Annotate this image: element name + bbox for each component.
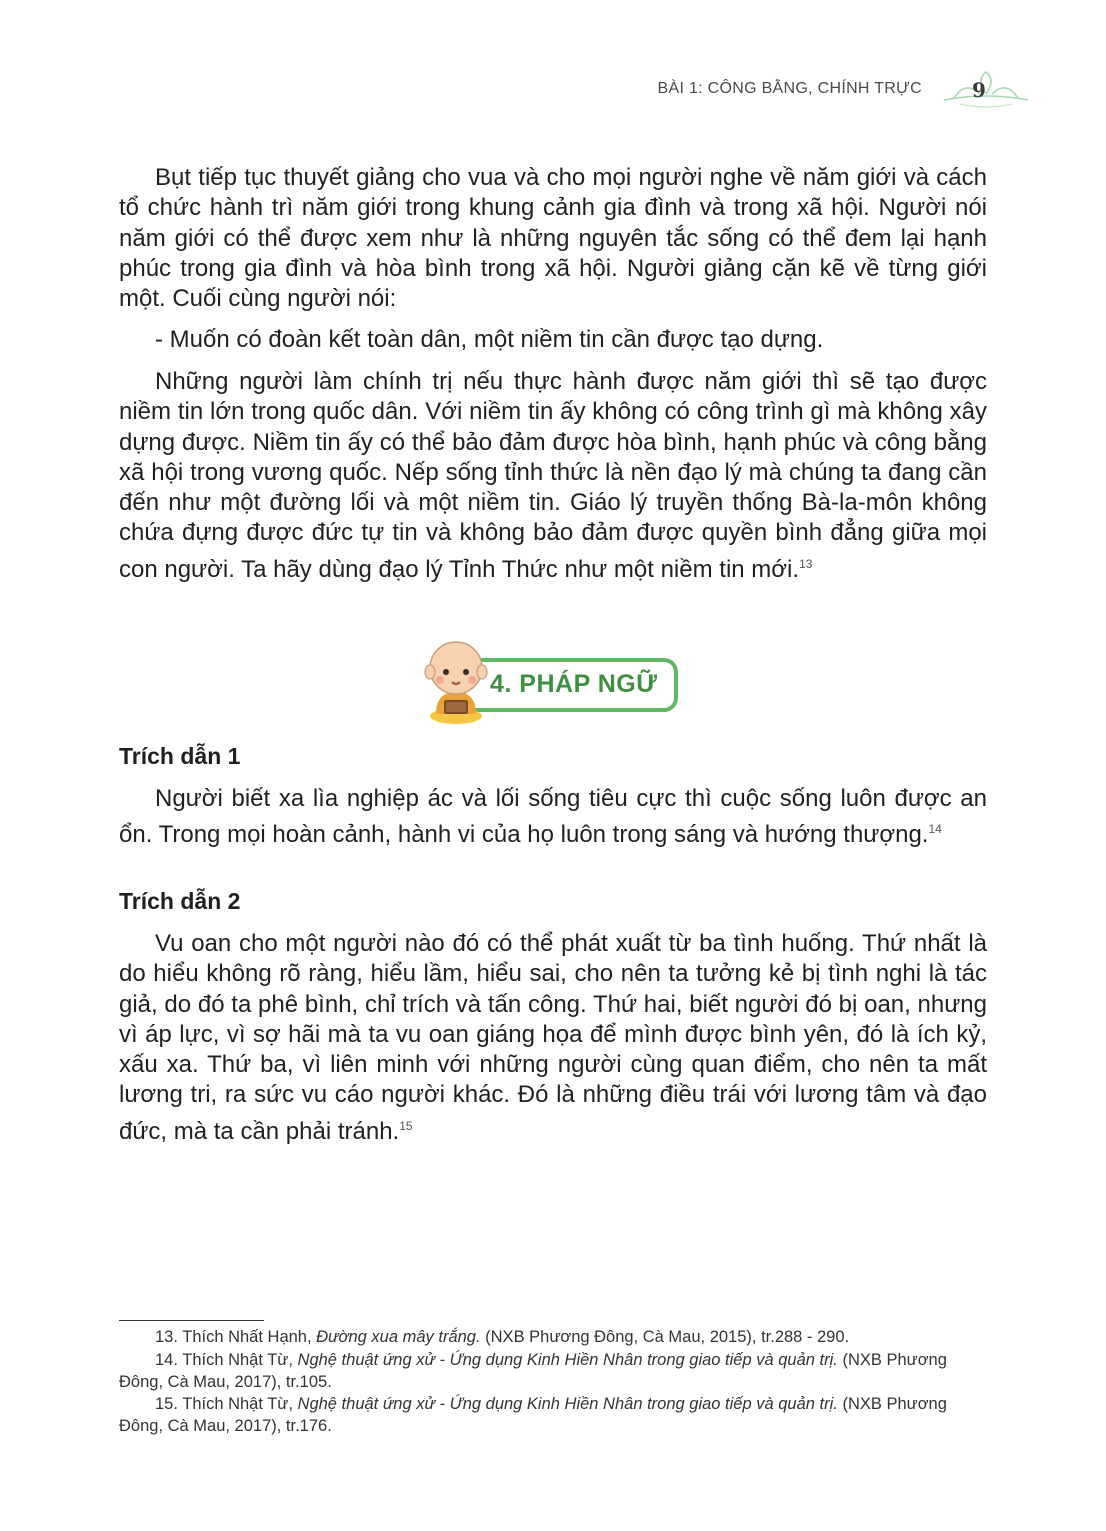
- footnote-ref-13: 13: [799, 556, 813, 571]
- footnote-source: (NXB Phương Đông, Cà Mau, 2017), tr.105.: [119, 1351, 947, 1391]
- paragraph-1: Bụt tiếp tục thuyết giảng cho vua và cho mọi người nghe về năm giới và cách tổ chức hành trì năm giới trong khung cảnh gia đình và trong xã hội. Người nói năm giới có thể được xem như là những nguyên tắc sống có thể đem lại hạnh phúc trong gia đình và hòa bình trong xã hội. Người giảng cặn kẽ về từng giới một. Cuối cùng người nói:: [119, 164, 987, 313]
- quote-2-heading: Trích dẫn 2: [119, 888, 241, 914]
- monk-reading-icon: [422, 636, 494, 724]
- footnote-source: (NXB Phương Đông, Cà Mau, 2017), tr.176.: [119, 1395, 947, 1435]
- footnote-15: [119, 1393, 987, 1437]
- footnote-author: Thích Nhật Từ,: [182, 1351, 298, 1369]
- footnote-number: 15.: [155, 1395, 178, 1413]
- lesson-title: BÀI 1: CÔNG BẰNG, CHÍNH TRỰC: [657, 80, 922, 97]
- footnote-divider: [119, 1320, 264, 1321]
- footnote-13: [119, 1326, 987, 1348]
- section-badge: [422, 636, 684, 724]
- quote-1-heading: Trích dẫn 1: [119, 743, 241, 769]
- footnote-ref-14: 14: [928, 822, 942, 837]
- footnote-title: Nghệ thuật ứng xử - Ứng dụng Kinh Hiền Nhân trong giao tiếp và quản trị.: [297, 1351, 838, 1369]
- lotus-icon: [940, 70, 1032, 110]
- footnote-number: 13.: [155, 1328, 178, 1346]
- quote-2-body: Vu oan cho một người nào đó có thể phát xuất từ ba tình huống. Thứ nhất là do hiểu không rõ ràng, hiểu lầm, hiểu sai, cho nên ta tưởng kẻ bị tình nghi là tác giả, do đó ta phê bình, chỉ trích và tấn công. Thứ hai, biết người đó bị oan, nhưng vì áp lực, vì sợ hãi mà ta vu oan giáng họa để mình được bình yên, đó là ích kỷ, xấu xa. Thứ ba, vì liên minh với những người cùng quan điểm, cho nên ta mất lương tri, ra sức vu cáo người khác. Đó là những điều trái với lương tâm và đạo đức, mà ta cần phải tránh.: [119, 930, 987, 1145]
- footnote-14: [119, 1349, 987, 1393]
- footnote-source: (NXB Phương Đông, Cà Mau, 2015), tr.288 - 290.: [480, 1328, 850, 1346]
- quote-1-text: [119, 784, 987, 851]
- footnote-author: Thích Nhật Từ,: [182, 1395, 298, 1413]
- page-number: 9: [972, 78, 986, 102]
- quote-1-body: Người biết xa lìa nghiệp ác và lối sống tiêu cực thì cuộc sống luôn được an ổn. Trong mọi hoàn cảnh, hành vi của họ luôn trong sáng và hướng thượng.: [119, 785, 987, 849]
- paragraph-2-text: Những người làm chính trị nếu thực hành được năm giới thì sẽ tạo được niềm tin lớn trong quốc dân. Với niềm tin ấy không có công trình gì mà không xây dựng được. Niềm tin ấy có thể bảo đảm được hòa bình, hạnh phúc và công bằng xã hội trong vương quốc. Nếp sống tỉnh thức là nền đạo lý mà chúng ta đang cần đến như một đường lối và một niềm tin. Giáo lý truyền thống Bà-la-môn không chứa đựng được đức tự tin và không bảo đảm được quyền bình đẳng giữa mọi con người. Ta hãy dùng đạo lý Tỉnh Thức như một niềm tin mới.: [119, 368, 987, 583]
- footnote-title: Đường xua mây trắng.: [316, 1328, 481, 1346]
- footnote-number: 14.: [155, 1351, 178, 1369]
- footnote-title: Nghệ thuật ứng xử - Ứng dụng Kinh Hiền Nhân trong giao tiếp và quản trị.: [297, 1395, 838, 1413]
- quote-line: - Muốn có đoàn kết toàn dân, một niềm tin cần được tạo dựng.: [155, 326, 824, 353]
- footnote-ref-15: 15: [399, 1118, 413, 1133]
- paragraph-2: [119, 367, 987, 585]
- section-title: 4. PHÁP NGỮ: [490, 670, 658, 698]
- footnote-author: Thích Nhất Hạnh,: [182, 1328, 317, 1346]
- page-header: [560, 76, 1050, 116]
- quote-2-text: [119, 929, 987, 1147]
